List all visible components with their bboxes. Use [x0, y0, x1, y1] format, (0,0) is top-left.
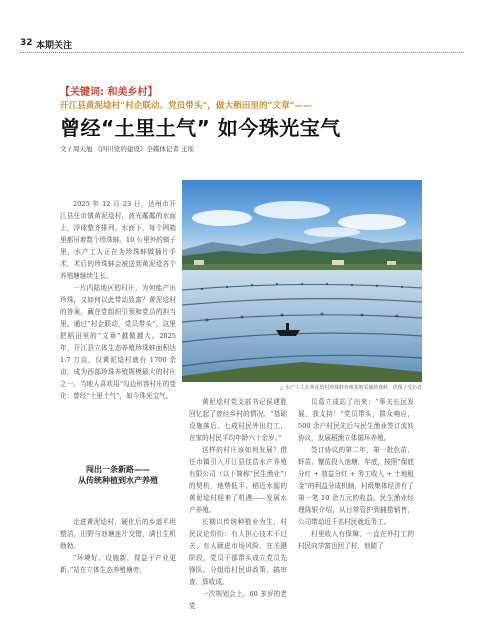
subhead-line-2: 从传统种植到水产养殖 [78, 476, 158, 485]
subhead-line-1: 闯出一条新路—— [86, 465, 150, 474]
photo-caption: △ 水产工人在黄泥埝村珍珠蚌养殖基地采摘珍珠蚌。供图 / 受访者 [279, 385, 422, 391]
paragraph: “环境好、设施新，得益于产业更新。”站在立体生态养殖塘旁， [60, 554, 176, 574]
body-column-right [298, 396, 414, 552]
article-title: 曾经“土里土气” 如今珠光宝气 [60, 116, 341, 140]
article-photo [182, 180, 422, 382]
body-column-left-bottom [60, 516, 176, 576]
section-label: 本期关注 [36, 41, 73, 51]
header-divider [20, 52, 464, 53]
paragraph: 一片内陆地区的村庄，为何能产出珍珠，又如何以此带动致富？黄泥埝村的答案，藏在党组织引领和党员的担当里。通过“村企联动，党员带头”，这里把稻田里的“文章”越做越大。2025 年，开江县立体生态养殖珍珠蚌面积达 1.7 万亩，仅黄泥埝村就有 1700 余亩，成为西部珍珠养殖规模最大的村庄之一。当地人喜欢用“勾边形容村庄的变化：曾经“土里土气”，如今珠光宝气。 [60, 284, 176, 400]
paragraph: 员葛立成站了出来：“事关长远发展，我支持！”党员带头，群众响应，500 余户村民先后与民生渔业签订流转协议，发展稻渔立体循环养殖。 [298, 398, 414, 442]
paragraph: 黄泥埝村党支部书记侯建胜回忆起了曾经乡村的情况。“基础设施落后，七成村民外出打工，在家的村民平均年龄六十余岁。” [189, 398, 287, 442]
section-subhead [60, 464, 176, 486]
body-column-left-top [60, 198, 176, 402]
article-subtitle: 开江县黄泥埝村“村企联动、党员带头”，做大稻田里的“文章”—— [60, 101, 312, 111]
paragraph: 签订协议的第二年，第一批色苗、虾苗、蟹苗投入池塘，年底，按照“保底分红 + 效益分红 + 务工收入 + 土地租金”的利益分成机制，村级集体经济有了第一笔 10 余万元的收益。民生渔业经理陈银介绍，从日常管护到捕捞销售，公司带动近千名村民就近务工。 [298, 446, 414, 526]
paragraph: 走进黄泥埝村，硬化后的乡道平坦整洁，田野与池塘连片交错，满目生机勃勃。 [60, 518, 176, 550]
paragraph: 一次规划会上，60 多岁的老党 [189, 590, 287, 610]
keyword-tag: 【关键词: 和美乡村】 [60, 87, 158, 98]
page-number: 32 [20, 38, 33, 48]
paragraph: 这样的村庄该如何发展？借任市镇引入开江县佳浩水产养殖有限公司（以下简称“民生渔业”）的契机，地势低平、稻近水源的黄泥埝村迎来了机遇——发展水产养殖。 [189, 446, 287, 514]
paragraph: 2025 年 12 月 23 日，达州市开江县任市镇黄泥埝村，波光粼粼的水面上，浮球整齐排列。水面下，每个网箱里都吊着数个珍珠蚌。10 公里外的镇子里，水产工人正在为珍珠蚌做插片手术，术后的珍珠蚌会被送到黄泥埝各个养殖塘继续生长。 [60, 200, 176, 280]
paragraph: 长期以传统种植业为生，村民议论纷纷：有人担心技术不过关，有人顾虑市场风险。在关键阶段，党员干部带头成立党员先锋队，分组给村民讲政策、搞审查、算收成。 [189, 518, 287, 586]
pearl-farm-photo [182, 180, 422, 382]
article-byline: 文 / 周天旭 《四川党的建设》全媒体记者 王瑶 [60, 145, 194, 153]
body-column-middle [189, 396, 287, 612]
paragraph: 村里收入有保障，一直在外打工的村民向学富也回了村，他踏了 [298, 530, 414, 550]
